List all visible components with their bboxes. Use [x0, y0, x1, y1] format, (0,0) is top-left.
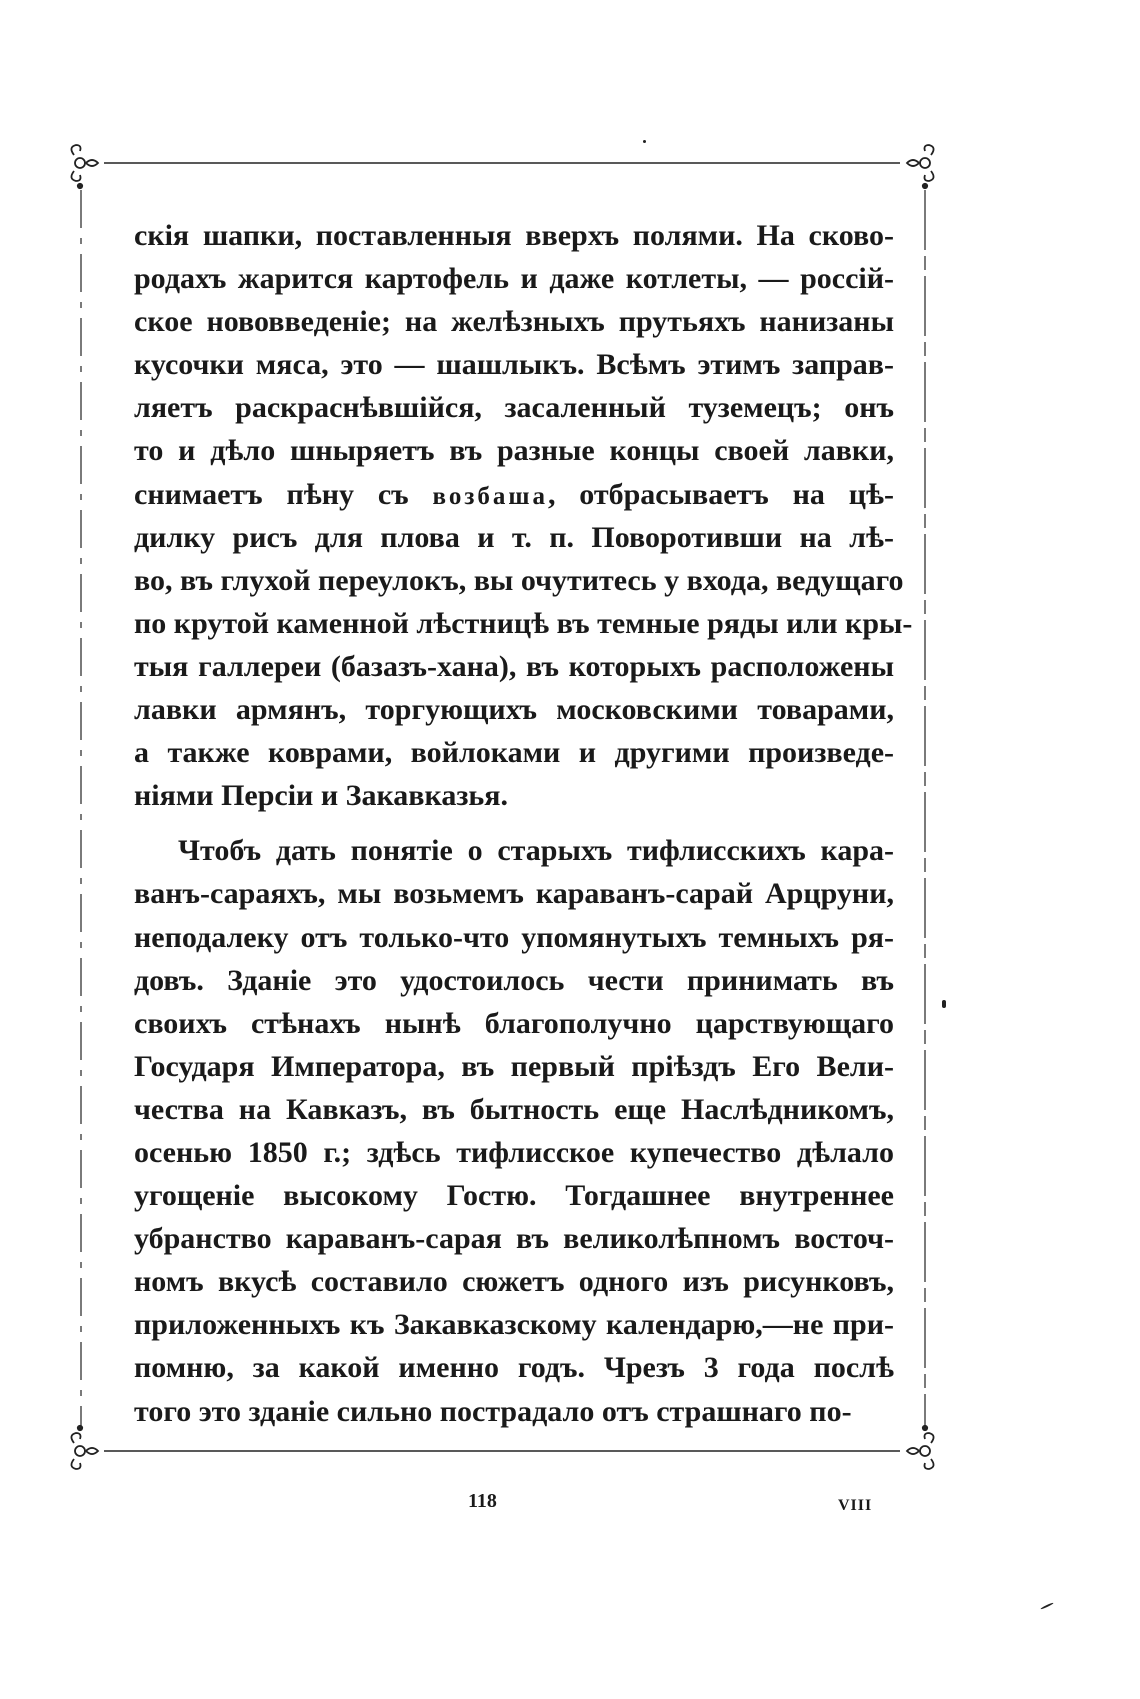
text-line: довъ. Зданіе это удостоилось чести принимать въ [134, 963, 894, 997]
text-line: Чтобъ дать понятіе о старыхъ тифлисскихъ кара- [178, 834, 894, 868]
scan-speck [1040, 1602, 1054, 1610]
text-line: то и дѣло шныряетъ въ разные концы своей лавки, [134, 434, 894, 468]
corner-ornament-bottom-left [71, 1426, 98, 1469]
text-line: того это зданіе сильно пострадало отъ страшнаго по- [134, 1394, 852, 1428]
text-line: ванъ-сараяхъ, мы возьмемъ караванъ-сарай Арцруни, [134, 877, 894, 911]
text-line: тыя галлереи (базазъ-хана), въ которыхъ расположены [134, 649, 894, 683]
text-line: дилку рисъ для плова и т. п. Поворотивши на лѣ- [134, 520, 894, 554]
text-line: чества на Кавказъ, въ бытность еще Наслѣдникомъ, [134, 1092, 894, 1126]
text-line: лавки армянъ, торгующихъ московскими товарами, [134, 693, 894, 727]
text-line: а также коврами, войлоками и другими произведе- [134, 736, 894, 770]
text-line: помню, за какой именно годъ. Чрезъ 3 года послѣ [134, 1351, 894, 1385]
paragraph [134, 214, 913, 817]
text-line: ніями Персіи и Закавказья. [134, 779, 508, 813]
text-line: по крутой каменной лѣстницѣ въ темные ряды или кры- [134, 606, 913, 640]
text-line: номъ вкусѣ составило сюжетъ одного изъ рисунковъ, [134, 1265, 894, 1299]
paragraph-gap [134, 817, 894, 829]
text-line: ское нововведеніе; на желѣзныхъ прутьяхъ нанизаны [134, 305, 894, 339]
page-number: 118 [468, 1490, 497, 1512]
body-text [134, 214, 913, 1433]
text-line: неподалеку отъ только-что упомянутыхъ темныхъ ря- [134, 920, 894, 954]
text-line: осенью 1850 г.; здѣсь тифлисское купечество дѣлало [134, 1135, 894, 1169]
text-line: кусочки мяса, это — шашлыкъ. Всѣмъ этимъ заправ- [134, 348, 894, 382]
scan-speck [942, 1000, 946, 1008]
scan-speck [643, 140, 646, 143]
text-line: угощеніе высокому Гостю. Тогдашнее внутреннее [134, 1179, 894, 1213]
text-line: снимаетъ пѣну съ возбаша, отбрасываетъ на цѣ- [134, 477, 894, 511]
text-line: приложенныхъ къ Закавказскому календарю,—не при- [134, 1308, 894, 1342]
text-line: Государя Императора, въ первый пріѣздъ Его Вели- [134, 1049, 894, 1083]
corner-ornament-top-left [71, 145, 98, 188]
corner-ornament-top-right [907, 145, 934, 188]
corner-ornament-bottom-right [907, 1426, 934, 1469]
text-line: своихъ стѣнахъ нынѣ благополучно царствующаго [134, 1006, 894, 1040]
text-line: родахъ жарится картофель и даже котлеты, — россій- [134, 262, 894, 296]
text-line: скія шапки, поставленныя вверхъ полями. На сково- [134, 219, 894, 252]
text-line: ляетъ раскраснѣвшійся, засаленный туземецъ; онъ [134, 391, 894, 425]
text-line: убранство караванъ-сарая въ великолѣпномъ восточ- [134, 1222, 894, 1256]
text-line: во, въ глухой переулокъ, вы очутитесь у входа, ведущаго [134, 563, 904, 597]
signature-mark: VIII [838, 1497, 873, 1514]
paragraph [134, 829, 894, 1432]
